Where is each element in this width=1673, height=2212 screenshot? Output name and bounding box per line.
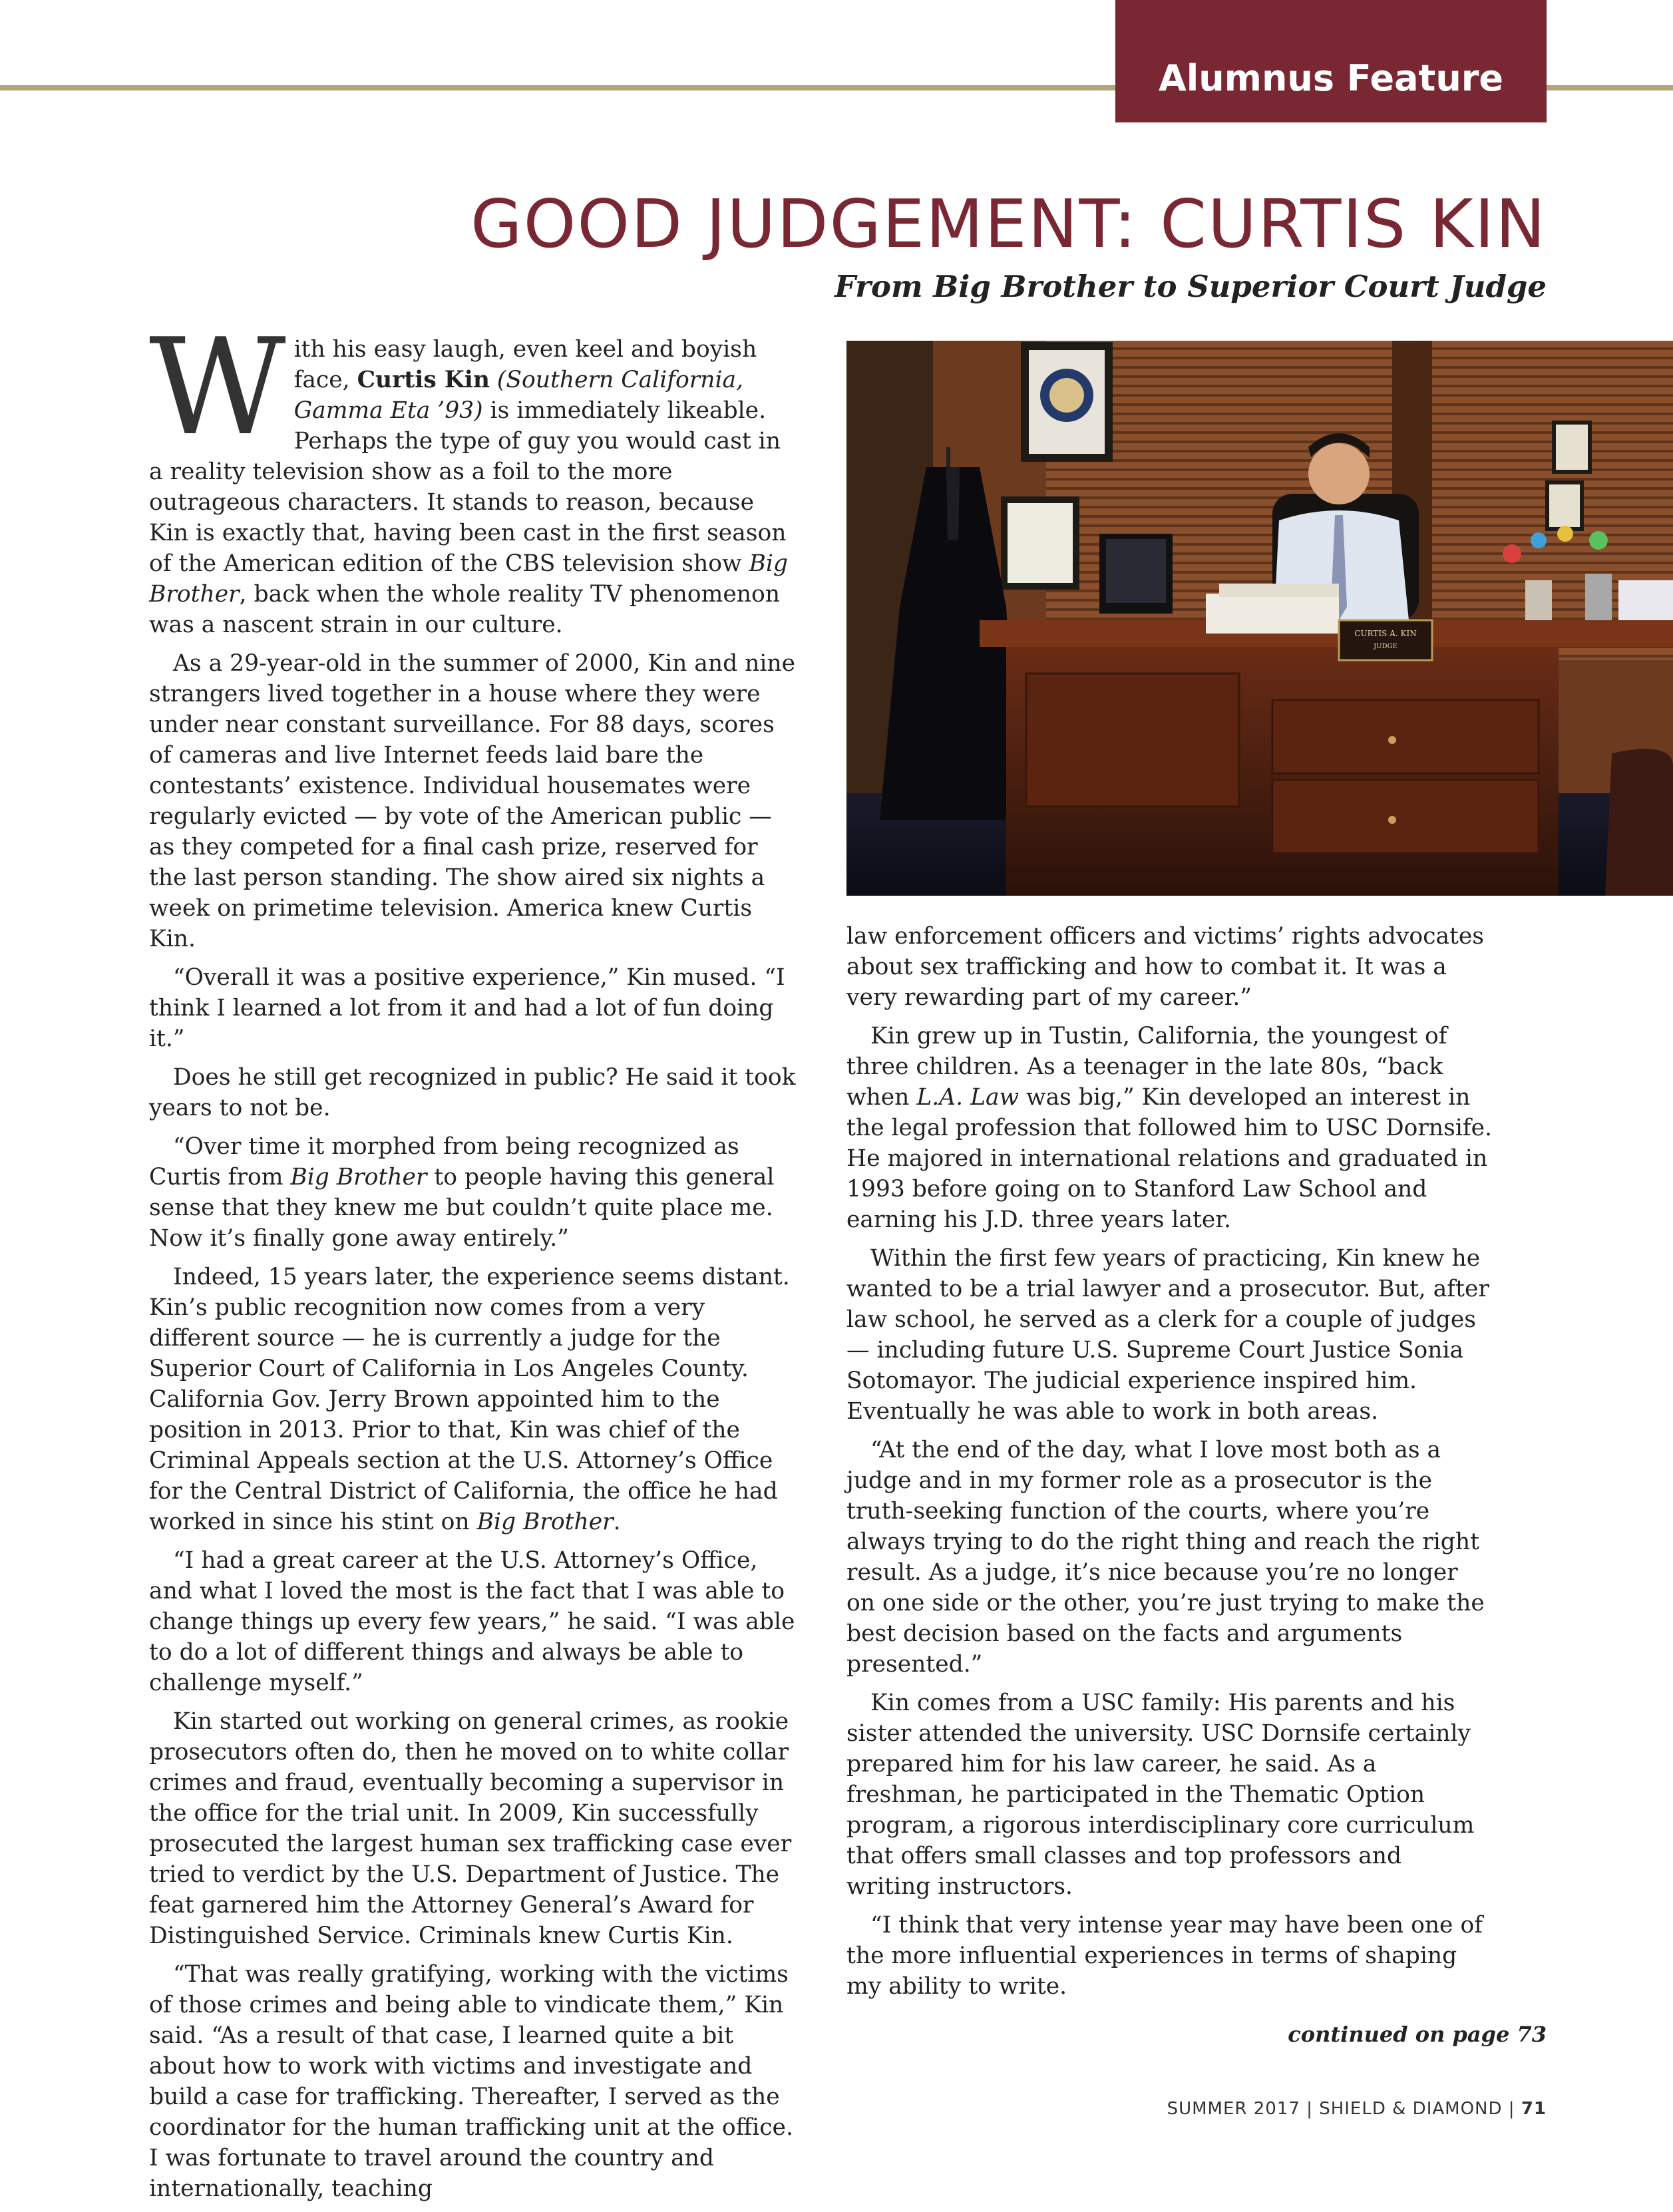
paragraph: law enforcement officers and victims’ rights advocates about sex trafficking and how to combat it. It was a very rewarding part of my career.” [846,923,1484,1011]
paragraph: As a 29-year-old in the summer of 2000, Kin and nine strangers lived together in a house where they were under near constant surveillance. For 88 days, scores of cameras and live Internet feeds laid bare the contestants’ existence. Individual housemates were regularly evicted — by vote of the American public — as they competed for a final cash prize, reserved for the last person standing. The show aired six nights a week on primetime television. America knew Curtis Kin. [149,650,796,952]
folio [1167,2099,1547,2119]
show-title: Big Brother [476,1509,614,1535]
folio-text: SUMMER 2017 | SHIELD & DIAMOND | [1167,2099,1521,2119]
page-number: 71 [1521,2099,1547,2119]
section-label: Alumnus Feature [1158,57,1504,99]
article-column-left [149,310,797,2212]
paragraph: “Overall it was a positive experience,” Kin mused. “I think I learned a lot from it and had a lot of fun doing it.” [149,964,785,1052]
nameplate-line1: CURTIS A. KIN [1354,629,1417,638]
article-subtitle: From Big Brother to Superior Court Judge [835,269,1547,304]
paragraph: Within the first few years of practicing, Kin knew he wanted to be a trial lawyer and a prosecutor. But, after law school, he served as a clerk for a couple of judges — including future U.S. Supreme Court Justice Sonia Sotomayor. The judicial experience inspired him. Eventually he was able to work in both areas. [846,1245,1489,1425]
show-title: Big Brother [149,550,788,608]
paragraph-text: Kin grew up in Tustin, California, the youngest of three children. As a teenager in the late 80s, “back when [846,1023,1447,1111]
subject-affiliation: (Southern California, Gamma Eta ’93) [293,367,744,424]
paragraph-text: Indeed, 15 years later, the experience seems distant. Kin’s public recognition now comes from a very different source — he is currently a judge for the Superior Court of California in Los Angeles County. California Gov. Jerry Brown appointed him to the position in 2013. Prior to that, Kin was chief of the Criminal Appeals section at the U.S. Attorney’s Office for the Central District of California, the office he had worked in since his stint on [149,1264,790,1535]
nameplate-line2: JUDGE [1374,643,1397,650]
subject-name: Curtis Kin [357,367,490,393]
paragraph: Does he still get recognized in public? He said it took years to not be. [149,1064,796,1121]
dropcap: W [149,310,286,465]
paragraph [846,1021,1492,1235]
paragraph-text: ith his easy laugh, even keel and boyish face, [293,336,757,393]
paragraph-text: was big,” Kin developed an interest in the legal profession that followed him to USC Dornsife. He majored in international relations and graduated in 1993 before going on to Stanford Law School and earning his J.D. three years later. [846,1084,1493,1233]
paragraph [149,1262,797,1537]
office-photo [846,341,1673,896]
paragraph-text: to people having this general sense that they knew me but couldn’t quite place me. Now it’s finally gone away entirely.” [149,1164,775,1252]
paragraph-text: is immediately likeable. Perhaps the type of guy you would cast in a reality television show as a foil to the more outrageous characters. It stands to reason, because Kin is exactly that, having been cast in the first season of the American edition of the CBS television show [149,397,787,577]
paragraph-text: “Over time it morphed from being recognized as Curtis from [149,1133,739,1191]
paragraph: “I had a great career at the U.S. Attorney’s Office, and what I loved the most is the fact that I was able to change things up every few years,” he said. “I was able to do a lot of different things and always be able to challenge myself.” [149,1547,795,1696]
section-tab [1115,0,1547,122]
paragraph [149,310,797,640]
paragraph-text: . [613,1509,621,1535]
show-title: L.A. Law [916,1084,1020,1111]
continued-note: continued on page 73 [1288,2022,1547,2047]
paragraph [149,1131,797,1254]
paragraph: Kin started out working on general crimes, as rookie prosecutors often do, then he moved on to white collar crimes and fraud, eventually becoming a supervisor in the office for the trial unit. In 2009, Kin successfully prosecuted the largest human sex trafficking case ever tried to verdict by the U.S. Department of Justice. The feat garnered him the Attorney General’s Award for Distinguished Service. Criminals knew Curtis Kin. [149,1708,792,1949]
paragraph-text: , back when the whole reality TV phenomenon was a nascent strain in our culture. [149,581,780,638]
paragraph: “That was really gratifying, working with the victims of those crimes and being able to vindicate them,” Kin said. “As a result of that case, I learned quite a bit about how to work with victims and investigate and build a case for trafficking. Thereafter, I served as the coordinator for the human trafficking unit at the office. I was fortunate to travel around the country and internationally, teaching [149,1961,793,2202]
article-column-right [846,921,1492,2010]
paragraph: “At the end of the day, what I love most both as a judge and in my former role as a prosecutor is the truth-seeking function of the courts, where you’re always trying to do the right thing and reach the right result. As a judge, it’s nice because you’re no longer on one side or the other, you’re just trying to make the best decision based on the facts and arguments presented.” [846,1437,1485,1678]
article-title: GOOD JUDGEMENT: CURTIS KIN [470,185,1547,263]
paragraph: “I think that very intense year may have been one of the more influential experiences in terms of shaping my ability to write. [846,1912,1483,2000]
show-title: Big Brother [290,1164,427,1191]
paragraph: Kin comes from a USC family: His parents and his sister attended the university. USC Dornsife certainly prepared him for his law career, he said. As a freshman, he participated in the Thematic Option program, a rigorous interdisciplinary core curriculum that offers small classes and top professors and writing instructors. [846,1690,1475,1900]
